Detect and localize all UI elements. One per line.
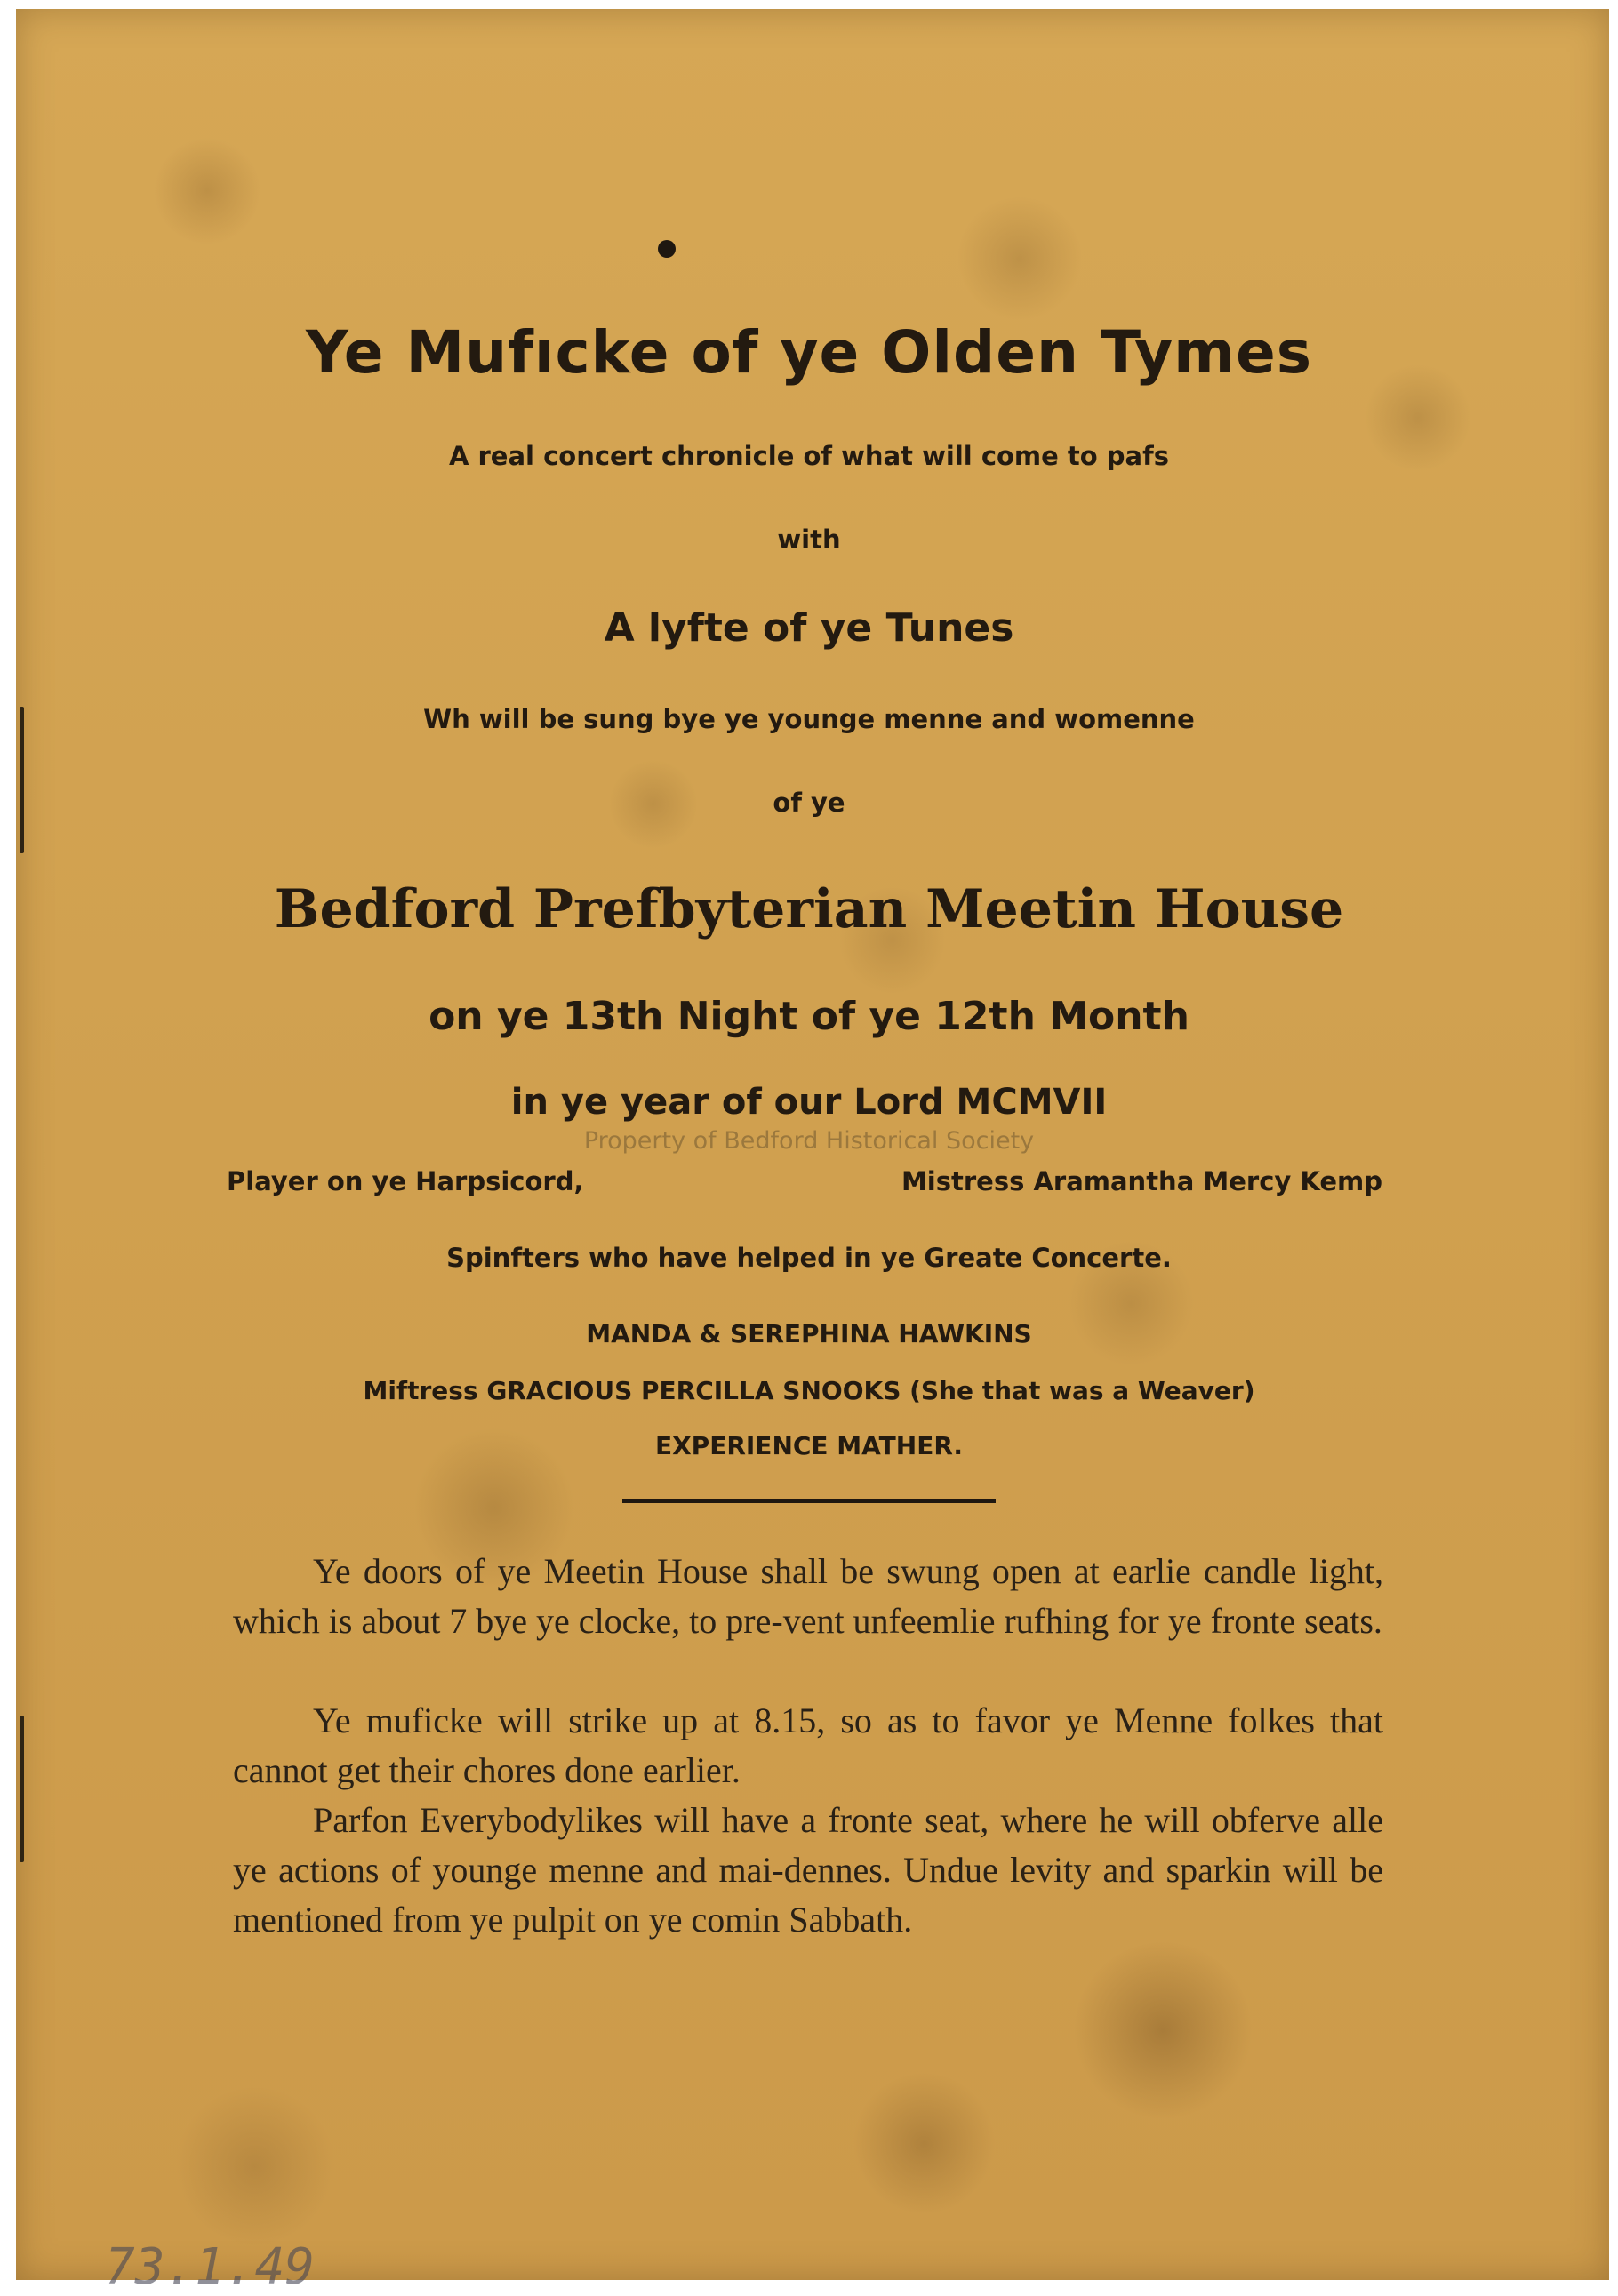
venue-name: Bedford Prefbyterian Meetin House bbox=[274, 878, 1344, 940]
catalog-number: 73.1.49 bbox=[105, 2238, 316, 2296]
helper-name: EXPERIENCE MATHER. bbox=[654, 1431, 964, 1460]
watermark: Property of Bedford Historical Society bbox=[583, 1127, 1035, 1155]
player-role: Player on ye Harpsicord, bbox=[227, 1166, 584, 1196]
paragraph-doors: Ye doors of ye Meetin House shall be swung open at earlie candle light, which is about 7 bye ye clocke, to pre-vent unfeemlie rufhing for ye fronte seats. bbox=[233, 1551, 1383, 1641]
year-line: in ye year of our Lord MCMVII bbox=[510, 1082, 1108, 1123]
binding-thread bbox=[20, 1716, 24, 1862]
helper-name: MANDA & SEREPHINA HAWKINS bbox=[586, 1319, 1032, 1348]
helpers-heading: Spinfters who have helped in ye Greate Concerte. bbox=[446, 1243, 1172, 1273]
helper-name: Miftress GRACIOUS PERCILLA SNOOKS (She that was a Weaver) bbox=[363, 1376, 1255, 1405]
with-text: with bbox=[777, 524, 841, 555]
list-title: A lyfte of ye Tunes bbox=[604, 605, 1014, 651]
player-line bbox=[227, 1166, 1382, 1196]
punch-hole bbox=[658, 240, 676, 258]
paragraph-music-time: Ye muficke will strike up at 8.15, so as to favor ye Menne folkes that cannot get their chores done earlier. bbox=[233, 1700, 1383, 1790]
program-title: Ye Mufıcke of ye Olden Tymes bbox=[306, 318, 1312, 387]
paragraph-parson: Parfon Everybodylikes will have a fronte seat, where he will obferve alle ye actions of younge menne and mai-dennes. Undue levity and sparkin will be mentioned from ye pulpit on ye comin Sabbath. bbox=[233, 1800, 1383, 1940]
tagline: A real concert chronicle of what will come to pafs bbox=[448, 441, 1170, 471]
of-ye-text: of ye bbox=[773, 788, 845, 818]
sung-by-text: Wh will be sung bye ye younge menne and womenne bbox=[423, 704, 1195, 734]
player-name: Mistress Aramantha Mercy Kemp bbox=[901, 1166, 1382, 1196]
divider-rule bbox=[622, 1499, 996, 1503]
date-line: on ye 13th Night of ye 12th Month bbox=[429, 994, 1189, 1039]
